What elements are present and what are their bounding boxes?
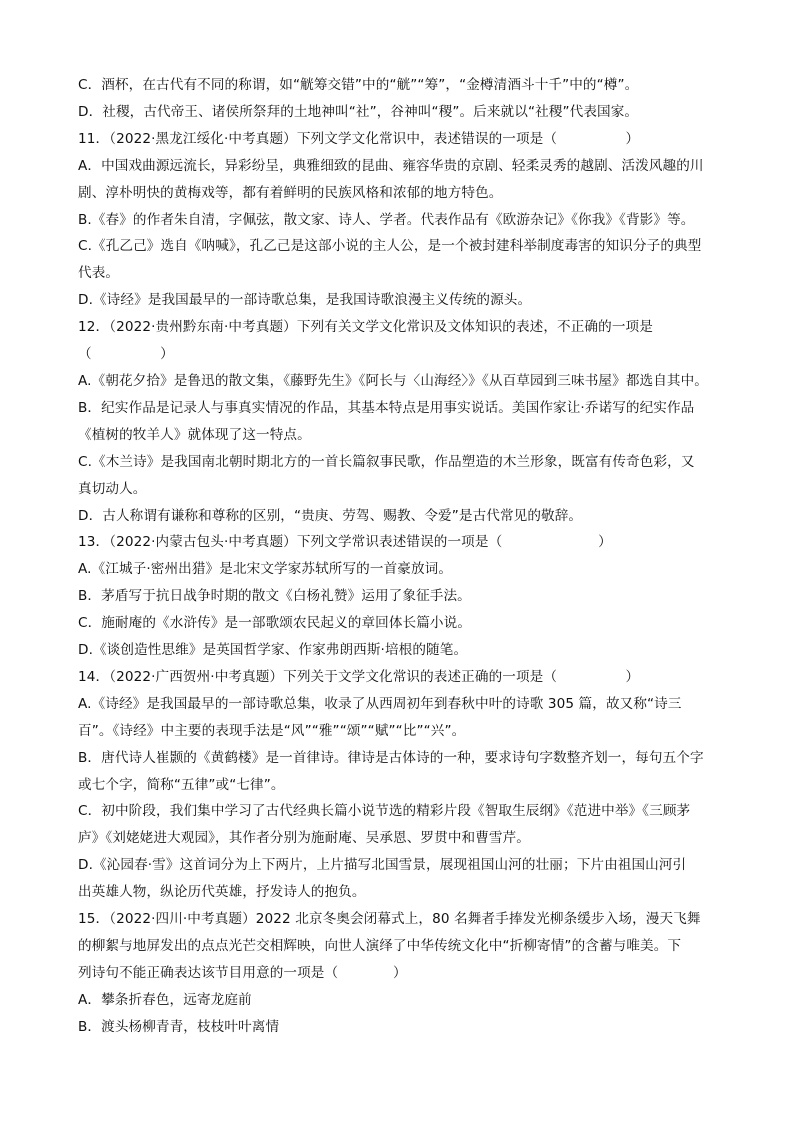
text-line: 真切动人。 <box>78 480 147 497</box>
document-page <box>78 72 718 1041</box>
text-line: 《植树的牧羊人》就体现了这一特点。 <box>78 426 311 443</box>
text-line: 列诗句不能正确表达该节目用意的一项是（ ） <box>78 964 407 981</box>
text-line: D.《谈创造性思维》是英国哲学家、作家弗朗西斯·培根的随笔。 <box>78 642 468 659</box>
text-line: D.《沁园春·雪》这首词分为上下两片，上片描写北国雪景，展现祖国山河的壮丽；下片由祖国山河引 <box>78 857 687 874</box>
text-line: C．施耐庵的《水浒传》是一部歌颂农民起义的章回体长篇小说。 <box>78 615 472 632</box>
text-line: A．攀条折春色，远寄龙庭前 <box>78 991 252 1008</box>
text-line: A．中国戏曲源远流长，异彩纷呈，典雅细致的昆曲、雍容华贵的京剧、轻柔灵秀的越剧、活泼风趣的川 <box>78 157 704 174</box>
text-line: 百”。《诗经》中主要的表现手法是“风”“雅”“颂”“赋”“比”“兴”。 <box>78 722 466 739</box>
text-line: C．初中阶段，我们集中学习了古代经典长篇小说节选的精彩片段《智取生辰纲》《范进中举》《三顾茅 <box>78 803 691 820</box>
text-line: D．古人称谓有谦称和尊称的区别，“贵庚、劳驾、赐教、令爱”是古代常见的敬辞。 <box>78 507 583 524</box>
question-13-stem: 13．（2022·内蒙古包头·中考真题）下列文学常识表述错误的一项是（ ） <box>78 534 612 551</box>
text-line: B．唐代诗人崔颢的《黄鹤楼》是一首律诗。律诗是古体诗的一种，要求诗句字数整齐划一，每句五个字 <box>78 749 704 766</box>
text-line: B．纪实作品是记录人与事真实情况的作品，其基本特点是用事实说话。美国作家让·乔诺写的纪实作品 <box>78 399 695 416</box>
text-line: 的柳絮与地屏发出的点点光芒交相辉映，向世人演绎了中华传统文化中“折柳寄情”的含蓄与唯美。下 <box>78 938 682 954</box>
text-line: A.《朝花夕拾》是鲁迅的散文集，《藤野先生》《阿长与〈山海经〉》《从百草园到三味书屋》都选自其中。 <box>78 372 708 389</box>
text-line: （ ） <box>78 346 174 363</box>
text-line: 代表。 <box>78 265 120 282</box>
text-line: B.《春》的作者朱自清，字佩弦，散文家、诗人、学者。代表作品有《欧游杂记》《你我》《背影》等。 <box>78 211 695 228</box>
question-14-stem: 14．（2022·广西贺州·中考真题）下列关于文学文化常识的表述正确的一项是（ ） <box>78 668 640 685</box>
text-line: 出英雄人物，纵论历代英雄，抒发诗人的抱负。 <box>78 884 366 901</box>
text-line: C.《孔乙己》选自《呐喊》，孔乙己是这部小说的主人公，是一个被封建科举制度毒害的知识分子的典型 <box>78 238 702 255</box>
text-line: C.《木兰诗》是我国南北朝时期北方的一首长篇叙事民歌，作品塑造的木兰形象，既富有传奇色彩，又 <box>78 453 695 470</box>
text-line: 或七个字，简称“五律”或“七律”。 <box>78 776 285 793</box>
question-12-stem: 12．（2022·贵州黔东南·中考真题）下列有关文学文化常识及文体知识的表述，不正确的一项是 <box>78 319 653 336</box>
question-11-stem: 11．（2022·黑龙江绥化·中考真题）下列文学文化常识中，表述错误的一项是（ ） <box>78 130 640 147</box>
text-line: A.《诗经》是我国最早的一部诗歌总集，收录了从西周初年到春秋中叶的诗歌 305 篇，故又称“诗三 <box>78 695 682 712</box>
text-line: 剧、淳朴明快的黄梅戏等，都有着鲜明的民族风格和浓郁的地方特色。 <box>78 184 503 201</box>
text-line: B．茅盾写于抗日战争时期的散文《白杨礼赞》运用了象征手法。 <box>78 588 471 605</box>
text-line: C．酒杯，在古代有不同的称谓，如“觥筹交错”中的“觥”“筹”，“金樽清酒斗十千”中的“樽”。 <box>78 77 639 93</box>
text-line: 庐》《刘姥姥进大观园》，其作者分别为施耐庵、吴承恩、罗贯中和曹雪芹。 <box>78 830 530 847</box>
text-line: D.《诗经》是我国最早的一部诗歌总集，是我国诗歌浪漫主义传统的源头。 <box>78 292 532 309</box>
text-line: B．渡头杨柳青青，枝枝叶叶离情 <box>78 1018 280 1035</box>
question-15-stem: 15．（2022·四川·中考真题）2022 北京冬奥会闭幕式上，80 名舞者手捧发光柳条缓步入场，漫天飞舞 <box>78 911 701 928</box>
text-line: A.《江城子·密州出猎》是北宋文学家苏轼所写的一首豪放词。 <box>78 561 453 578</box>
text-line: D．社稷，古代帝王、诸侯所祭拜的土地神叫“社”，谷神叫“稷”。后来就以“社稷”代表国家。 <box>78 103 639 120</box>
